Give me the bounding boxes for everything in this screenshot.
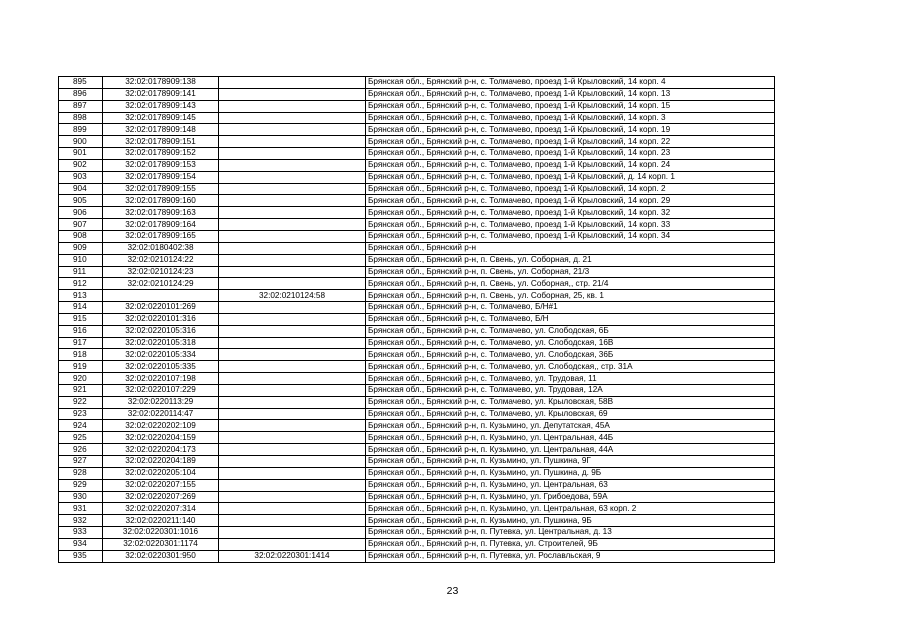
previous-number-cell (219, 420, 366, 432)
row-number-cell: 906 (59, 207, 103, 219)
row-number-cell: 930 (59, 491, 103, 503)
previous-number-cell (219, 159, 366, 171)
address-cell: Брянская обл., Брянский р-н, п. Кузьмино, ул. Центральная, 44Б (366, 432, 775, 444)
cadastral-number-cell (103, 290, 219, 302)
previous-number-cell (219, 88, 366, 100)
table-row (59, 254, 775, 266)
previous-number-cell (219, 515, 366, 527)
row-number-cell: 895 (59, 77, 103, 89)
cadastral-number-cell: 32:02:0220211:140 (103, 515, 219, 527)
cadastral-number-cell: 32:02:0220107:229 (103, 384, 219, 396)
table-row (59, 467, 775, 479)
address-cell: Брянская обл., Брянский р-н, с. Толмачево, ул. Слободская,, стр. 31А (366, 361, 775, 373)
cadastral-number-cell: 32:02:0178909:163 (103, 207, 219, 219)
table-row (59, 527, 775, 539)
previous-number-cell: 32:02:0220301:1414 (219, 550, 366, 562)
previous-number-cell (219, 432, 366, 444)
row-number-cell: 908 (59, 230, 103, 242)
row-number-cell: 926 (59, 444, 103, 456)
row-number-cell: 910 (59, 254, 103, 266)
address-cell: Брянская обл., Брянский р-н, с. Толмачево, Б/Н#1 (366, 302, 775, 314)
previous-number-cell (219, 100, 366, 112)
previous-number-cell (219, 396, 366, 408)
previous-number-cell (219, 171, 366, 183)
cadastral-number-cell: 32:02:0178909:165 (103, 230, 219, 242)
table-row (59, 313, 775, 325)
table-row (59, 432, 775, 444)
address-cell: Брянская обл., Брянский р-н, с. Толмачево, ул. Трудовая, 11 (366, 373, 775, 385)
address-cell: Брянская обл., Брянский р-н, п. Свень, ул. Соборная, 21/3 (366, 266, 775, 278)
table-row (59, 112, 775, 124)
address-cell: Брянская обл., Брянский р-н, с. Толмачево, ул. Крыловская, 58В (366, 396, 775, 408)
previous-number-cell (219, 266, 366, 278)
address-cell: Брянская обл., Брянский р-н, с. Толмачево, проезд 1-й Крыловский, 14 корп. 2 (366, 183, 775, 195)
address-cell: Брянская обл., Брянский р-н (366, 242, 775, 254)
address-cell: Брянская обл., Брянский р-н, с. Толмачево, проезд 1-й Крыловский, 14 корп. 33 (366, 219, 775, 231)
previous-number-cell (219, 408, 366, 420)
previous-number-cell (219, 242, 366, 254)
cadastral-number-cell: 32:02:0178909:145 (103, 112, 219, 124)
cadastral-number-cell: 32:02:0220114:47 (103, 408, 219, 420)
row-number-cell: 932 (59, 515, 103, 527)
table-row (59, 396, 775, 408)
address-cell: Брянская обл., Брянский р-н, с. Толмачево, проезд 1-й Крыловский, 14 корп. 13 (366, 88, 775, 100)
cadastral-number-cell: 32:02:0178909:141 (103, 88, 219, 100)
address-cell: Брянская обл., Брянский р-н, п. Свень, ул. Соборная, 25, кв. 1 (366, 290, 775, 302)
address-cell: Брянская обл., Брянский р-н, с. Толмачево, проезд 1-й Крыловский, 14 корп. 22 (366, 136, 775, 148)
cadastral-number-cell: 32:02:0220107:198 (103, 373, 219, 385)
table-row (59, 136, 775, 148)
table-row (59, 230, 775, 242)
table-row (59, 479, 775, 491)
table-row (59, 183, 775, 195)
previous-number-cell (219, 195, 366, 207)
table-row (59, 266, 775, 278)
table-row (59, 171, 775, 183)
table-row (59, 337, 775, 349)
previous-number-cell (219, 456, 366, 468)
table-row (59, 77, 775, 89)
table-row (59, 148, 775, 160)
cadastral-number-cell: 32:02:0220205:104 (103, 467, 219, 479)
previous-number-cell (219, 444, 366, 456)
table-row (59, 195, 775, 207)
address-cell: Брянская обл., Брянский р-н, с. Толмачево, ул. Слободская, 36Б (366, 349, 775, 361)
cadastral-number-cell: 32:02:0178909:154 (103, 171, 219, 183)
table-row (59, 550, 775, 562)
cadastral-number-cell: 32:02:0178909:164 (103, 219, 219, 231)
table-row (59, 420, 775, 432)
table-row (59, 456, 775, 468)
cadastral-number-cell: 32:02:0180402:38 (103, 242, 219, 254)
row-number-cell: 915 (59, 313, 103, 325)
table-row (59, 242, 775, 254)
row-number-cell: 901 (59, 148, 103, 160)
previous-number-cell (219, 491, 366, 503)
row-number-cell: 931 (59, 503, 103, 515)
address-cell: Брянская обл., Брянский р-н, с. Толмачево, ул. Крыловская, 69 (366, 408, 775, 420)
cadastral-number-cell: 32:02:0220207:314 (103, 503, 219, 515)
table-row (59, 207, 775, 219)
row-number-cell: 917 (59, 337, 103, 349)
row-number-cell: 914 (59, 302, 103, 314)
previous-number-cell (219, 313, 366, 325)
row-number-cell: 897 (59, 100, 103, 112)
address-cell: Брянская обл., Брянский р-н, п. Кузьмино, ул. Центральная, 63 (366, 479, 775, 491)
cadastral-number-cell: 32:02:0178909:143 (103, 100, 219, 112)
address-cell: Брянская обл., Брянский р-н, с. Толмачево, ул. Слободская, 16В (366, 337, 775, 349)
row-number-cell: 920 (59, 373, 103, 385)
previous-number-cell (219, 124, 366, 136)
previous-number-cell (219, 302, 366, 314)
row-number-cell: 913 (59, 290, 103, 302)
registry-table-body (59, 77, 775, 563)
table-row (59, 219, 775, 231)
previous-number-cell (219, 219, 366, 231)
cadastral-number-cell: 32:02:0220301:1174 (103, 538, 219, 550)
previous-number-cell (219, 148, 366, 160)
cadastral-number-cell: 32:02:0178909:153 (103, 159, 219, 171)
row-number-cell: 935 (59, 550, 103, 562)
previous-number-cell (219, 467, 366, 479)
table-row (59, 444, 775, 456)
cadastral-number-cell: 32:02:0178909:155 (103, 183, 219, 195)
address-cell: Брянская обл., Брянский р-н, п. Свень, ул. Соборная,, стр. 21/4 (366, 278, 775, 290)
previous-number-cell (219, 337, 366, 349)
cadastral-number-cell: 32:02:0210124:29 (103, 278, 219, 290)
cadastral-number-cell: 32:02:0220207:155 (103, 479, 219, 491)
previous-number-cell (219, 361, 366, 373)
row-number-cell: 912 (59, 278, 103, 290)
previous-number-cell (219, 503, 366, 515)
address-cell: Брянская обл., Брянский р-н, п. Кузьмино, ул. Пушкина, 9Б (366, 515, 775, 527)
table-row (59, 290, 775, 302)
cadastral-number-cell: 32:02:0220101:269 (103, 302, 219, 314)
previous-number-cell (219, 479, 366, 491)
previous-number-cell (219, 278, 366, 290)
address-cell: Брянская обл., Брянский р-н, с. Толмачево, проезд 1-й Крыловский, 14 корп. 15 (366, 100, 775, 112)
table-row (59, 384, 775, 396)
table-row (59, 88, 775, 100)
row-number-cell: 933 (59, 527, 103, 539)
cadastral-number-cell: 32:02:0178909:152 (103, 148, 219, 160)
previous-number-cell (219, 527, 366, 539)
address-cell: Брянская обл., Брянский р-н, с. Толмачево, проезд 1-й Крыловский, д. 14 корп. 1 (366, 171, 775, 183)
address-cell: Брянская обл., Брянский р-н, п. Кузьмино, ул. Центральная, 44А (366, 444, 775, 456)
cadastral-number-cell: 32:02:0220105:334 (103, 349, 219, 361)
address-cell: Брянская обл., Брянский р-н, с. Толмачево, ул. Слободская, 6Б (366, 325, 775, 337)
cadastral-number-cell: 32:02:0220113:29 (103, 396, 219, 408)
row-number-cell: 928 (59, 467, 103, 479)
table-row (59, 373, 775, 385)
table-row (59, 349, 775, 361)
cadastral-number-cell: 32:02:0220101:316 (103, 313, 219, 325)
address-cell: Брянская обл., Брянский р-н, п. Кузьмино, ул. Грибоедова, 59А (366, 491, 775, 503)
cadastral-number-cell: 32:02:0220204:173 (103, 444, 219, 456)
address-cell: Брянская обл., Брянский р-н, п. Кузьмино, ул. Пушкина, д. 9Б (366, 467, 775, 479)
address-cell: Брянская обл., Брянский р-н, с. Толмачево, проезд 1-й Крыловский, 14 корп. 4 (366, 77, 775, 89)
previous-number-cell (219, 384, 366, 396)
row-number-cell: 898 (59, 112, 103, 124)
address-cell: Брянская обл., Брянский р-н, п. Путевка, ул. Строителей, 9Б (366, 538, 775, 550)
address-cell: Брянская обл., Брянский р-н, с. Толмачево, проезд 1-й Крыловский, 14 корп. 19 (366, 124, 775, 136)
table-row (59, 100, 775, 112)
table-row (59, 408, 775, 420)
address-cell: Брянская обл., Брянский р-н, с. Толмачево, проезд 1-й Крыловский, 14 корп. 24 (366, 159, 775, 171)
table-row (59, 361, 775, 373)
row-number-cell: 905 (59, 195, 103, 207)
row-number-cell: 923 (59, 408, 103, 420)
row-number-cell: 903 (59, 171, 103, 183)
row-number-cell: 909 (59, 242, 103, 254)
cadastral-number-cell: 32:02:0178909:151 (103, 136, 219, 148)
row-number-cell: 900 (59, 136, 103, 148)
address-cell: Брянская обл., Брянский р-н, п. Кузьмино, ул. Депутатская, 45А (366, 420, 775, 432)
row-number-cell: 934 (59, 538, 103, 550)
address-cell: Брянская обл., Брянский р-н, с. Толмачево, проезд 1-й Крыловский, 14 корп. 34 (366, 230, 775, 242)
address-cell: Брянская обл., Брянский р-н, с. Толмачево, проезд 1-й Крыловский, 14 корп. 29 (366, 195, 775, 207)
cadastral-number-cell: 32:02:0220207:269 (103, 491, 219, 503)
cadastral-number-cell: 32:02:0178909:160 (103, 195, 219, 207)
row-number-cell: 924 (59, 420, 103, 432)
registry-table (58, 76, 775, 563)
table-row (59, 159, 775, 171)
row-number-cell: 925 (59, 432, 103, 444)
previous-number-cell: 32:02:0210124:58 (219, 290, 366, 302)
cadastral-number-cell: 32:02:0220204:159 (103, 432, 219, 444)
previous-number-cell (219, 325, 366, 337)
table-row (59, 515, 775, 527)
row-number-cell: 911 (59, 266, 103, 278)
address-cell: Брянская обл., Брянский р-н, п. Кузьмино, ул. Пушкина, 9Г (366, 456, 775, 468)
address-cell: Брянская обл., Брянский р-н, с. Толмачево, проезд 1-й Крыловский, 14 корп. 32 (366, 207, 775, 219)
cadastral-number-cell: 32:02:0220204:189 (103, 456, 219, 468)
cadastral-number-cell: 32:02:0220105:316 (103, 325, 219, 337)
row-number-cell: 916 (59, 325, 103, 337)
address-cell: Брянская обл., Брянский р-н, с. Толмачево, Б/Н (366, 313, 775, 325)
cadastral-number-cell: 32:02:0178909:138 (103, 77, 219, 89)
previous-number-cell (219, 230, 366, 242)
cadastral-number-cell: 32:02:0220105:318 (103, 337, 219, 349)
address-cell: Брянская обл., Брянский р-н, с. Толмачево, ул. Трудовая, 12А (366, 384, 775, 396)
row-number-cell: 904 (59, 183, 103, 195)
row-number-cell: 907 (59, 219, 103, 231)
previous-number-cell (219, 207, 366, 219)
cadastral-number-cell: 32:02:0210124:22 (103, 254, 219, 266)
table-row (59, 538, 775, 550)
row-number-cell: 927 (59, 456, 103, 468)
table-row (59, 124, 775, 136)
row-number-cell: 918 (59, 349, 103, 361)
cadastral-number-cell: 32:02:0178909:148 (103, 124, 219, 136)
address-cell: Брянская обл., Брянский р-н, с. Толмачево, проезд 1-й Крыловский, 14 корп. 3 (366, 112, 775, 124)
previous-number-cell (219, 77, 366, 89)
cadastral-number-cell: 32:02:0210124:23 (103, 266, 219, 278)
table-row (59, 325, 775, 337)
address-cell: Брянская обл., Брянский р-н, п. Свень, ул. Соборная, д. 21 (366, 254, 775, 266)
row-number-cell: 921 (59, 384, 103, 396)
previous-number-cell (219, 183, 366, 195)
table-row (59, 503, 775, 515)
cadastral-number-cell: 32:02:0220301:1016 (103, 527, 219, 539)
previous-number-cell (219, 373, 366, 385)
address-cell: Брянская обл., Брянский р-н, п. Кузьмино, ул. Центральная, 63 корп. 2 (366, 503, 775, 515)
cadastral-number-cell: 32:02:0220301:950 (103, 550, 219, 562)
address-cell: Брянская обл., Брянский р-н, п. Путевка, ул. Рославльская, 9 (366, 550, 775, 562)
row-number-cell: 929 (59, 479, 103, 491)
cadastral-number-cell: 32:02:0220202:109 (103, 420, 219, 432)
table-row (59, 491, 775, 503)
row-number-cell: 922 (59, 396, 103, 408)
table-row (59, 302, 775, 314)
row-number-cell: 899 (59, 124, 103, 136)
previous-number-cell (219, 136, 366, 148)
page-number: 23 (446, 585, 459, 597)
address-cell: Брянская обл., Брянский р-н, с. Толмачево, проезд 1-й Крыловский, 14 корп. 23 (366, 148, 775, 160)
table-row (59, 278, 775, 290)
row-number-cell: 902 (59, 159, 103, 171)
previous-number-cell (219, 538, 366, 550)
row-number-cell: 919 (59, 361, 103, 373)
previous-number-cell (219, 349, 366, 361)
cadastral-number-cell: 32:02:0220105:335 (103, 361, 219, 373)
previous-number-cell (219, 112, 366, 124)
row-number-cell: 896 (59, 88, 103, 100)
previous-number-cell (219, 254, 366, 266)
address-cell: Брянская обл., Брянский р-н, п. Путевка, ул. Центральная, д. 13 (366, 527, 775, 539)
